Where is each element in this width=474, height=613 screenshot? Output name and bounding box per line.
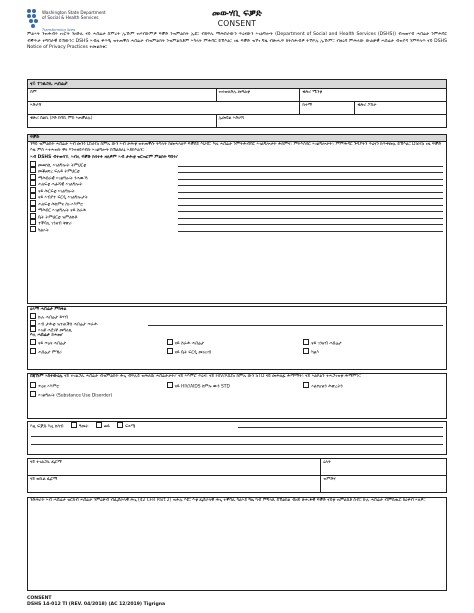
- purpose-item[interactable]: ናይ ስራሕ ሓበሬታ: [167, 339, 304, 348]
- client-id-field[interactable]: ቁጽሪ ሚንቲ: [300, 89, 447, 102]
- checkbox[interactable]: [117, 422, 123, 428]
- option-label: ማሕበራዊ ኣገልግሎት ንሓውኻ: [38, 176, 88, 182]
- checkbox[interactable]: [96, 422, 102, 428]
- phone-field[interactable]: ቁጽሪ ስልኪ (ኮድ ከባቢ ምስ ኣጠቓልሉ): [28, 115, 217, 128]
- purpose-list: [28, 339, 446, 356]
- checkbox[interactable]: [71, 422, 77, 428]
- name-field[interactable]: ስም: [28, 89, 217, 102]
- zip-field[interactable]: ቁጽሪ ፖስታ: [355, 102, 447, 115]
- purpose-title: ዕላማ ሓበሬታ ምክፋል: [30, 307, 67, 312]
- city-field[interactable]: ከተማ: [300, 102, 355, 115]
- checkbox[interactable]: [303, 348, 309, 354]
- special-info-section: [27, 373, 447, 419]
- client-signature-field[interactable]: ናይ ተገልጋሊ ፌርማ: [28, 459, 321, 476]
- option-label: ቤት ትምህርቲ ዝምልከቶ: [38, 215, 78, 221]
- form-footer: [27, 596, 165, 608]
- purpose-option-other[interactable]: ኣዝዩ ሓደገኛ መግለጺ: [28, 326, 446, 333]
- client-signature-date[interactable]: ዕለት: [321, 459, 447, 476]
- option-label: ናይ ሕርፍቲ ኣገልግሎት: [38, 189, 75, 195]
- option-label: መወከሲ ኣገልግሎት ትምህርቲ: [38, 163, 86, 169]
- option-label: ካልኦት: [38, 228, 49, 234]
- checkbox[interactable]: [30, 391, 36, 397]
- checkbox[interactable]: [30, 161, 36, 167]
- checkbox[interactable]: [30, 174, 36, 180]
- address-field[interactable]: ኣድራሻ: [28, 102, 300, 115]
- purpose-item[interactable]: ናይ ገንዘብ ሓበሬታ: [303, 339, 440, 348]
- checkbox[interactable]: [30, 326, 36, 332]
- consent-item[interactable]: [28, 226, 446, 233]
- checkbox[interactable]: [30, 226, 36, 232]
- footer-form-number: DSHS 14-012 TI (REV. 04/2018) (AC 12/2019) Tigrigna: [27, 602, 166, 607]
- rep-relationship-field[interactable]: ዝምድና: [321, 476, 447, 493]
- option-label: ማሕበር ኣገልግሎት ናይ ስራሕ: [38, 208, 87, 214]
- dob-field[interactable]: ዝተወለድሉ መዓልቲ: [216, 89, 300, 102]
- checkbox[interactable]: [30, 200, 36, 206]
- checkbox[interactable]: [30, 339, 36, 345]
- title-tigrigna: መውሃቢ ፍቓድ: [211, 9, 263, 19]
- special-text: በጃኹም ኣስተውዕሉ ናይ ተገልጋሊ ሓበሬታ ብዝምልከት ሕጊ ብፍሉይ ዝሕለዉ ሓበሬታታት፦ ናይ ኣእምሮ ጥዕና፣ ናይ HIV/AIDS ከምኡ ውን STD ናይ መሕለፊ ሕማማት፣ ናይ ኣልኮልን ተሓጋገዝቲ ሕማምን።: [30, 374, 361, 379]
- checkbox[interactable]: [167, 382, 173, 388]
- option-label: ናይ ኣብያተ ፍርዲ ኣገልግሎታት: [38, 195, 88, 201]
- special-item[interactable]: ኣገልግሎት (Substance Use Disorder): [30, 391, 167, 400]
- checkbox[interactable]: [30, 187, 36, 193]
- consent-paragraph: ንዓይ ዝምልከት ሓበሬታ ኣብ መንጎ DSHS ከምኡ ውን ኣብ ታሕቲ ዝተጠቕሱ ትካላት ክመሓላለፍ ፍቓደይ እህብ። እዚ ሓበሬታ ንምትሕብባር ኣገልግሎታት ሕክምና፣ ምትእስሳር ኣገልግሎታት፣ ምምሕዳር ጉዳያትን ጥዕናን ክጥቀመሉ ይኽእል። DSHS ነዚ ፍቓድ እዚ ምስ ኣተሓዝኩ ዋላ እንተዘይሃብኩ ኣገልግሎት ክኽልከለኒ ኣይክእልን።: [30, 142, 442, 154]
- checkbox[interactable]: [167, 339, 173, 345]
- email-field[interactable]: ኢመይል ኣድራሻ: [216, 115, 446, 128]
- expiration-row[interactable]: እዚ ፍቓድ እዚ ክሳብ ዓመት ወይ ፍጻሜ: [28, 422, 446, 429]
- purpose-option-all[interactable]: ኩሉ ሓበሬታ ይሃብ: [28, 313, 446, 320]
- checkbox[interactable]: [30, 180, 36, 186]
- consent-note: ኣብ DSHS ብተወሳኺ ኣብዚ ፍቓድ ክሳተፉ ዘለዎም ኣብ ታሕቲ ዝርዝሮም ምልክት ግበሩ፦: [30, 154, 179, 160]
- consent-section: [27, 134, 447, 304]
- client-info-table: [27, 79, 447, 128]
- special-list: [28, 382, 446, 399]
- expiration-detail-row-2: [28, 439, 446, 446]
- purpose-item[interactable]: ሓበሬታ ምኽሪ: [30, 348, 167, 357]
- rep-signature-field[interactable]: ናይ ወኪል ፌርማ: [28, 476, 321, 493]
- title-english: CONSENT: [217, 19, 257, 28]
- option-label: ሓለፍቲ ሕክምና ስነ-ኣእምሮ: [38, 202, 84, 208]
- checkbox[interactable]: [303, 382, 309, 388]
- purpose-section: [27, 306, 447, 370]
- purpose-item[interactable]: ናይ ጥዕና ሓበሬታ: [30, 339, 167, 348]
- expiration-detail-row: [28, 431, 446, 438]
- federal-notice-section: [27, 497, 447, 591]
- checkbox[interactable]: [30, 382, 36, 388]
- checkbox[interactable]: [303, 339, 309, 345]
- client-info-heading: ናይ ተገልጋሊ ሓበሬታ: [28, 80, 447, 89]
- option-label: መቖፀጽረ ፍሉይ ትምህርቲ: [38, 169, 80, 175]
- federal-notice-text: ንድሕሪት ኣብ ሓበሬታ ዝርከብ ሓበሬታ ንምዕቃብ ብፌደራላዊ ሕጊ (42 CFR Part 2) ዝሕሉ እዩ። እቲ ፌደራላዊ ሕጊ ተቐባሊ ካልኣይ ግዜ ካብ ምግላጹ ይኽልክል ብዘይ ጽሑፋዊ ፍቓድ ናይቲ ዝምልከቶ ሰብ። ኩሉ ሓበሬታ ብምስጢር ክዕቀብ ኣለዎ።: [30, 498, 426, 503]
- purpose-item[interactable]: ናይ ቤት ፍርዲ መዝገብ: [167, 348, 304, 357]
- special-item[interactable]: ኣልኮሆልን ሕጽረትን: [303, 382, 440, 391]
- checkbox[interactable]: [30, 219, 36, 225]
- signature-table: [27, 458, 447, 493]
- purpose-option-limited[interactable]: ኣብ ታሕቲ ዝተጠቕሰ ሓበሬታ ጥራሕ: [28, 320, 446, 327]
- purpose-subtitle: እዚ ሓበሬታ ይሓዝ፦: [30, 332, 63, 338]
- expiration-section: [27, 421, 447, 455]
- checkbox[interactable]: [30, 206, 36, 212]
- intro-paragraph: ምልኣት ንዝሕብሩ ነገሮት ንዘድሊ ናይ ሓበሬታ ስምረት ኢኹም ዝሃብኩምዎ ፍቓድ ንዝምልከት ኢዩ። ብክፍሊ ማሕበራውን ጥዕናውን ኣገልግሎት (Department of Social and Health Services (DSHS)) ብዝወሃብ ሓበሬታ ንምሕባር ብቐጥታ ተግባራዊ ይኸውን። DSHS ኣብዚ ቅጥዒ ዝተጠቕሰ ሓበሬታ ብዝምልከት ንዝምልከቶም ኣካላት ምሕባር ይኽእል። ነዚ ፍቓድ ዝኾነ ግዜ ብጽሑፍ ክትስሕብዎ ትኽእሉ ኢኹም። ብዛዕባ ምሕላው ውልቃዊ ሓበሬታ ብዝያዳ ንምፍላጥ ናይ DSHS Notice of Privacy Practices ተመልከቱ።: [27, 32, 447, 51]
- option-label: ተቐባሊ ገንዘብ ቅጽሪ: [38, 221, 72, 227]
- special-item[interactable]: ጥዕና ኣእምሮ: [30, 382, 167, 391]
- checkbox[interactable]: [30, 348, 36, 354]
- logo-tagline: Transforming lives: [42, 28, 76, 32]
- checkbox[interactable]: [167, 348, 173, 354]
- footer-title: CONSENT: [27, 596, 52, 601]
- checkbox[interactable]: [30, 320, 36, 326]
- checkbox[interactable]: [30, 167, 36, 173]
- logo-text: Washington State Department of Social & Health Services: [42, 10, 106, 20]
- checkbox[interactable]: [30, 193, 36, 199]
- checkbox[interactable]: [30, 313, 36, 319]
- consent-heading: ፍቓድ: [28, 135, 446, 142]
- option-label: ሓለፍቲ ሓፈሻዊ ኣገልግሎት: [38, 182, 83, 188]
- checkbox[interactable]: [30, 213, 36, 219]
- special-item[interactable]: ናይ HIV/AIDS ከምኡ ውን STD: [167, 382, 304, 391]
- purpose-item[interactable]: ካልእ: [303, 348, 440, 357]
- consent-items-list: [28, 161, 446, 233]
